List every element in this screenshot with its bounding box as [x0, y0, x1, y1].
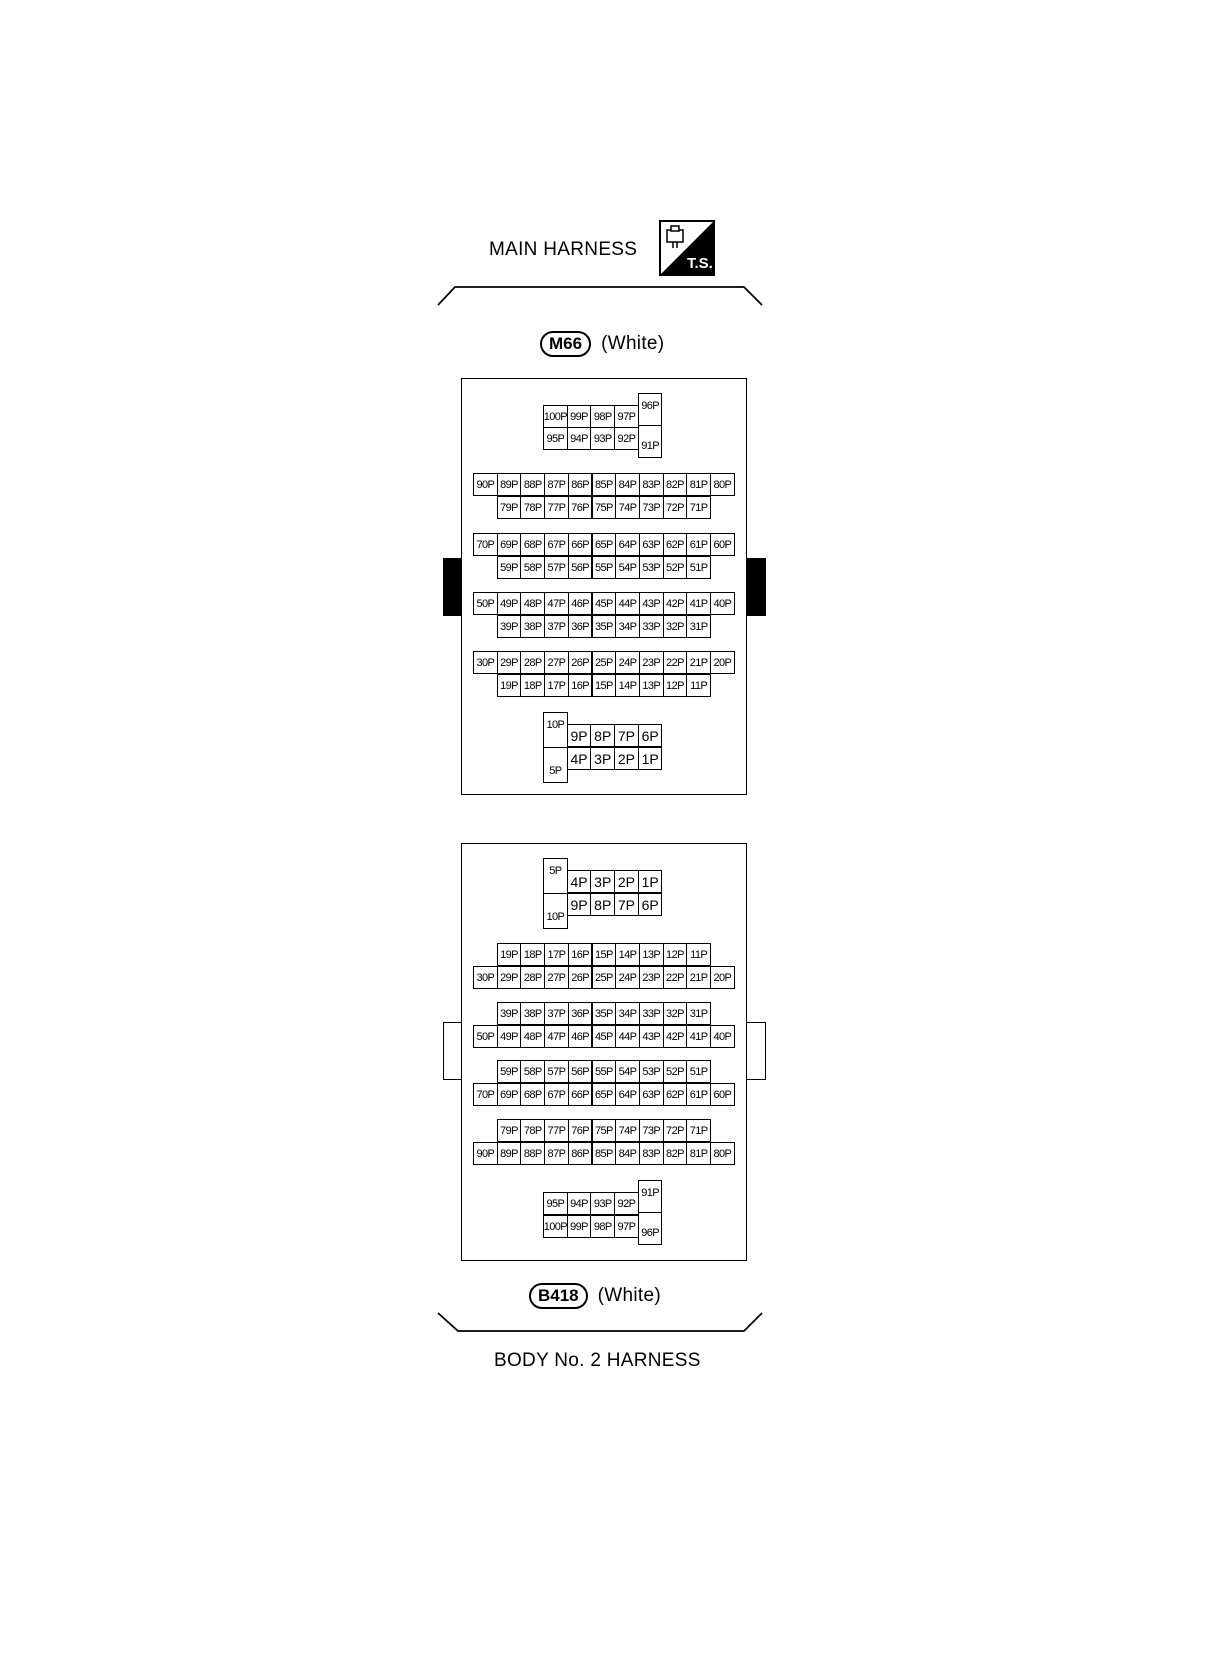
pin-cell: 15P	[592, 943, 617, 966]
pin-cell: 66P	[568, 533, 593, 556]
pin-cell: 38P	[520, 1002, 545, 1025]
pin-cell: 24P	[615, 651, 640, 674]
pin-cell: 28P	[520, 651, 545, 674]
body-harness-label: BODY No. 2 HARNESS	[494, 1350, 701, 1371]
pin-cell: 58P	[520, 556, 545, 579]
pin-cell: 95P	[543, 427, 568, 450]
pin-cell: 41P	[686, 592, 711, 615]
pin-cell: 13P	[639, 943, 664, 966]
pin-cell: 37P	[544, 1002, 569, 1025]
pin-cell: 80P	[710, 1142, 735, 1165]
pin-cell: 80P	[710, 473, 735, 496]
pin-cell: 52P	[663, 1060, 688, 1083]
pin-cell: 99P	[567, 405, 592, 428]
pin-cell: 64P	[615, 533, 640, 556]
pin-cell: 3P	[590, 747, 615, 770]
pin-cell: 27P	[544, 651, 569, 674]
pin-cell: 36P	[568, 1002, 593, 1025]
pin-cell: 39P	[497, 1002, 522, 1025]
pin-cell: 47P	[544, 592, 569, 615]
pin-cell: 45P	[592, 592, 617, 615]
pin-cell: 29P	[497, 966, 522, 989]
pin-cell: 94P	[567, 427, 592, 450]
main-harness-label: MAIN HARNESS	[489, 239, 638, 260]
pin-cell: 11P	[686, 674, 711, 697]
pin-cell: 97P	[614, 405, 639, 428]
connector-b418-label	[529, 1283, 661, 1309]
pin-cell: 50P	[473, 1025, 498, 1048]
pin-cell: 85P	[592, 1142, 617, 1165]
pin-cell: 6P	[638, 893, 663, 916]
pin-cell: 86P	[568, 1142, 593, 1165]
pin-cell: 65P	[592, 533, 617, 556]
pin-cell: 43P	[639, 1025, 664, 1048]
pin-cell: 33P	[639, 615, 664, 638]
pin-cell: 87P	[544, 1142, 569, 1165]
pin-cell: 29P	[497, 651, 522, 674]
pin-cell: 98P	[590, 1215, 615, 1238]
pin-cell: 25P	[592, 966, 617, 989]
pin-cell: 18P	[520, 674, 545, 697]
pin-cell: 17P	[544, 674, 569, 697]
pin-cell: 77P	[544, 496, 569, 519]
pin-cell: 35P	[592, 615, 617, 638]
pin-cell: 31P	[686, 1002, 711, 1025]
pin-cell: 84P	[615, 473, 640, 496]
pin-cell: 66P	[568, 1083, 593, 1106]
pin-cell: 7P	[614, 893, 639, 916]
pin-cell: 67P	[544, 533, 569, 556]
pin-cell: 57P	[544, 556, 569, 579]
pin-cell: 69P	[497, 1083, 522, 1106]
connector-m66-label	[540, 331, 664, 357]
pin-cell: 22P	[663, 966, 688, 989]
ts-icon-text: T.S.	[687, 255, 713, 272]
pin-cell: 28P	[520, 966, 545, 989]
pin-cell: 68P	[520, 1083, 545, 1106]
pin-cell: 63P	[639, 1083, 664, 1106]
pin-cell: 76P	[568, 496, 593, 519]
pin-cell: 1P	[638, 870, 663, 893]
connector-m66	[461, 378, 747, 795]
pin-cell: 12P	[663, 943, 688, 966]
pin-cell: 9P	[567, 893, 592, 916]
pin-cell: 63P	[639, 533, 664, 556]
pin-cell: 49P	[497, 592, 522, 615]
pin-cell: 23P	[639, 966, 664, 989]
pin-cell: 34P	[615, 1002, 640, 1025]
pin-cell: 70P	[473, 533, 498, 556]
pin-cell: 82P	[663, 473, 688, 496]
pin-cell: 55P	[592, 556, 617, 579]
pin-cell: 53P	[639, 1060, 664, 1083]
pin-cell: 100P	[543, 1215, 568, 1238]
connector-id-b418: B418	[529, 1283, 588, 1309]
pin-cell: 11P	[686, 943, 711, 966]
pin-cell: 83P	[639, 1142, 664, 1165]
pin-cell: 93P	[590, 1192, 615, 1215]
pin-cell: 9P	[567, 724, 592, 747]
pin-cell: 46P	[568, 1025, 593, 1048]
pin-cell: 79P	[497, 1119, 522, 1142]
pin-cell: 26P	[568, 651, 593, 674]
pin-cell: 43P	[639, 592, 664, 615]
pin-cell: 25P	[592, 651, 617, 674]
pin-cell: 96P	[638, 1212, 663, 1245]
pin-cell: 49P	[497, 1025, 522, 1048]
pin-cell: 45P	[592, 1025, 617, 1048]
pin-cell: 50P	[473, 592, 498, 615]
pin-cell: 61P	[686, 1083, 711, 1106]
pin-cell: 30P	[473, 966, 498, 989]
pin-cell: 2P	[614, 870, 639, 893]
pin-cell: 16P	[568, 674, 593, 697]
pin-cell: 79P	[497, 496, 522, 519]
pin-cell: 46P	[568, 592, 593, 615]
pin-cell: 41P	[686, 1025, 711, 1048]
pin-cell: 14P	[615, 943, 640, 966]
pin-cell: 13P	[639, 674, 664, 697]
pin-cell: 19P	[497, 943, 522, 966]
pin-cell: 34P	[615, 615, 640, 638]
pin-cell: 20P	[710, 966, 735, 989]
pin-cell: 93P	[590, 427, 615, 450]
pin-cell: 17P	[544, 943, 569, 966]
pin-cell: 36P	[568, 615, 593, 638]
pin-cell: 99P	[567, 1215, 592, 1238]
pin-cell: 94P	[567, 1192, 592, 1215]
pin-cell: 91P	[638, 425, 663, 458]
pin-cell: 54P	[615, 1060, 640, 1083]
pin-cell: 74P	[615, 1119, 640, 1142]
pin-cell: 92P	[614, 427, 639, 450]
pin-cell: 72P	[663, 1119, 688, 1142]
pin-cell: 18P	[520, 943, 545, 966]
pin-cell: 38P	[520, 615, 545, 638]
pin-cell: 23P	[639, 651, 664, 674]
pin-cell: 78P	[520, 496, 545, 519]
pin-cell: 44P	[615, 592, 640, 615]
pin-cell: 74P	[615, 496, 640, 519]
pin-cell: 2P	[614, 747, 639, 770]
pin-cell: 75P	[592, 1119, 617, 1142]
pin-cell: 8P	[590, 893, 615, 916]
pin-cell: 60P	[710, 533, 735, 556]
b418-right-latch	[746, 1022, 766, 1080]
pin-cell: 48P	[520, 592, 545, 615]
pin-cell: 71P	[686, 496, 711, 519]
pin-cell: 62P	[663, 533, 688, 556]
pin-cell: 1P	[638, 747, 663, 770]
pin-cell: 32P	[663, 1002, 688, 1025]
pin-cell: 57P	[544, 1060, 569, 1083]
pin-cell: 40P	[710, 592, 735, 615]
pin-cell: 78P	[520, 1119, 545, 1142]
pin-cell: 6P	[638, 724, 663, 747]
pin-cell: 32P	[663, 615, 688, 638]
pin-cell: 14P	[615, 674, 640, 697]
pin-cell: 95P	[543, 1192, 568, 1215]
pin-cell: 55P	[592, 1060, 617, 1083]
pin-cell: 53P	[639, 556, 664, 579]
connector-b418	[461, 843, 747, 1261]
pin-cell: 85P	[592, 473, 617, 496]
pin-cell: 71P	[686, 1119, 711, 1142]
pin-cell: 5P	[543, 747, 568, 783]
m66-right-latch	[746, 558, 766, 616]
pin-cell: 76P	[568, 1119, 593, 1142]
pin-cell: 21P	[686, 651, 711, 674]
pin-cell: 4P	[567, 747, 592, 770]
pin-cell: 96P	[638, 393, 663, 426]
pin-cell: 97P	[614, 1215, 639, 1238]
pin-cell: 72P	[663, 496, 688, 519]
pin-cell: 5P	[543, 858, 568, 894]
b418-left-latch	[443, 1022, 463, 1080]
pin-cell: 21P	[686, 966, 711, 989]
pin-cell: 27P	[544, 966, 569, 989]
pin-cell: 26P	[568, 966, 593, 989]
pin-cell: 67P	[544, 1083, 569, 1106]
pin-cell: 59P	[497, 1060, 522, 1083]
pin-cell: 69P	[497, 533, 522, 556]
pin-cell: 3P	[590, 870, 615, 893]
pin-cell: 68P	[520, 533, 545, 556]
pin-cell: 54P	[615, 556, 640, 579]
pin-cell: 8P	[590, 724, 615, 747]
pin-cell: 81P	[686, 473, 711, 496]
pin-cell: 4P	[567, 870, 592, 893]
pin-cell: 61P	[686, 533, 711, 556]
pin-cell: 88P	[520, 473, 545, 496]
pin-cell: 84P	[615, 1142, 640, 1165]
pin-cell: 65P	[592, 1083, 617, 1106]
pin-cell: 15P	[592, 674, 617, 697]
pin-cell: 77P	[544, 1119, 569, 1142]
pin-cell: 47P	[544, 1025, 569, 1048]
pin-cell: 42P	[663, 1025, 688, 1048]
pin-cell: 73P	[639, 1119, 664, 1142]
pin-cell: 31P	[686, 615, 711, 638]
connector-id-m66: M66	[540, 331, 591, 357]
pin-cell: 44P	[615, 1025, 640, 1048]
pin-cell: 73P	[639, 496, 664, 519]
pin-cell: 91P	[638, 1180, 663, 1213]
pin-cell: 7P	[614, 724, 639, 747]
pin-cell: 58P	[520, 1060, 545, 1083]
pin-cell: 24P	[615, 966, 640, 989]
pin-cell: 59P	[497, 556, 522, 579]
pin-cell: 86P	[568, 473, 593, 496]
pin-cell: 90P	[473, 473, 498, 496]
pin-cell: 40P	[710, 1025, 735, 1048]
pin-cell: 81P	[686, 1142, 711, 1165]
pin-cell: 64P	[615, 1083, 640, 1106]
pin-cell: 56P	[568, 556, 593, 579]
pin-cell: 20P	[710, 651, 735, 674]
pin-cell: 30P	[473, 651, 498, 674]
pin-cell: 88P	[520, 1142, 545, 1165]
pin-cell: 98P	[590, 405, 615, 428]
pin-cell: 75P	[592, 496, 617, 519]
pin-cell: 87P	[544, 473, 569, 496]
connector-b418-color: (White)	[597, 1285, 661, 1306]
pin-cell: 10P	[543, 712, 568, 748]
pin-cell: 89P	[497, 473, 522, 496]
pin-cell: 52P	[663, 556, 688, 579]
pin-cell: 37P	[544, 615, 569, 638]
pin-cell: 83P	[639, 473, 664, 496]
pin-cell: 56P	[568, 1060, 593, 1083]
pin-cell: 22P	[663, 651, 688, 674]
pin-cell: 16P	[568, 943, 593, 966]
pin-cell: 12P	[663, 674, 688, 697]
pin-cell: 33P	[639, 1002, 664, 1025]
m66-left-latch	[443, 558, 463, 616]
pin-cell: 51P	[686, 556, 711, 579]
pin-cell: 90P	[473, 1142, 498, 1165]
pin-cell: 39P	[497, 615, 522, 638]
connector-m66-color: (White)	[601, 333, 665, 354]
pin-cell: 10P	[543, 893, 568, 929]
pin-cell: 35P	[592, 1002, 617, 1025]
pin-cell: 62P	[663, 1083, 688, 1106]
pin-cell: 51P	[686, 1060, 711, 1083]
pin-cell: 19P	[497, 674, 522, 697]
pin-cell: 89P	[497, 1142, 522, 1165]
pin-cell: 92P	[614, 1192, 639, 1215]
pin-cell: 100P	[543, 405, 568, 428]
pin-cell: 82P	[663, 1142, 688, 1165]
pin-cell: 70P	[473, 1083, 498, 1106]
pin-cell: 42P	[663, 592, 688, 615]
pin-cell: 48P	[520, 1025, 545, 1048]
pin-cell: 60P	[710, 1083, 735, 1106]
